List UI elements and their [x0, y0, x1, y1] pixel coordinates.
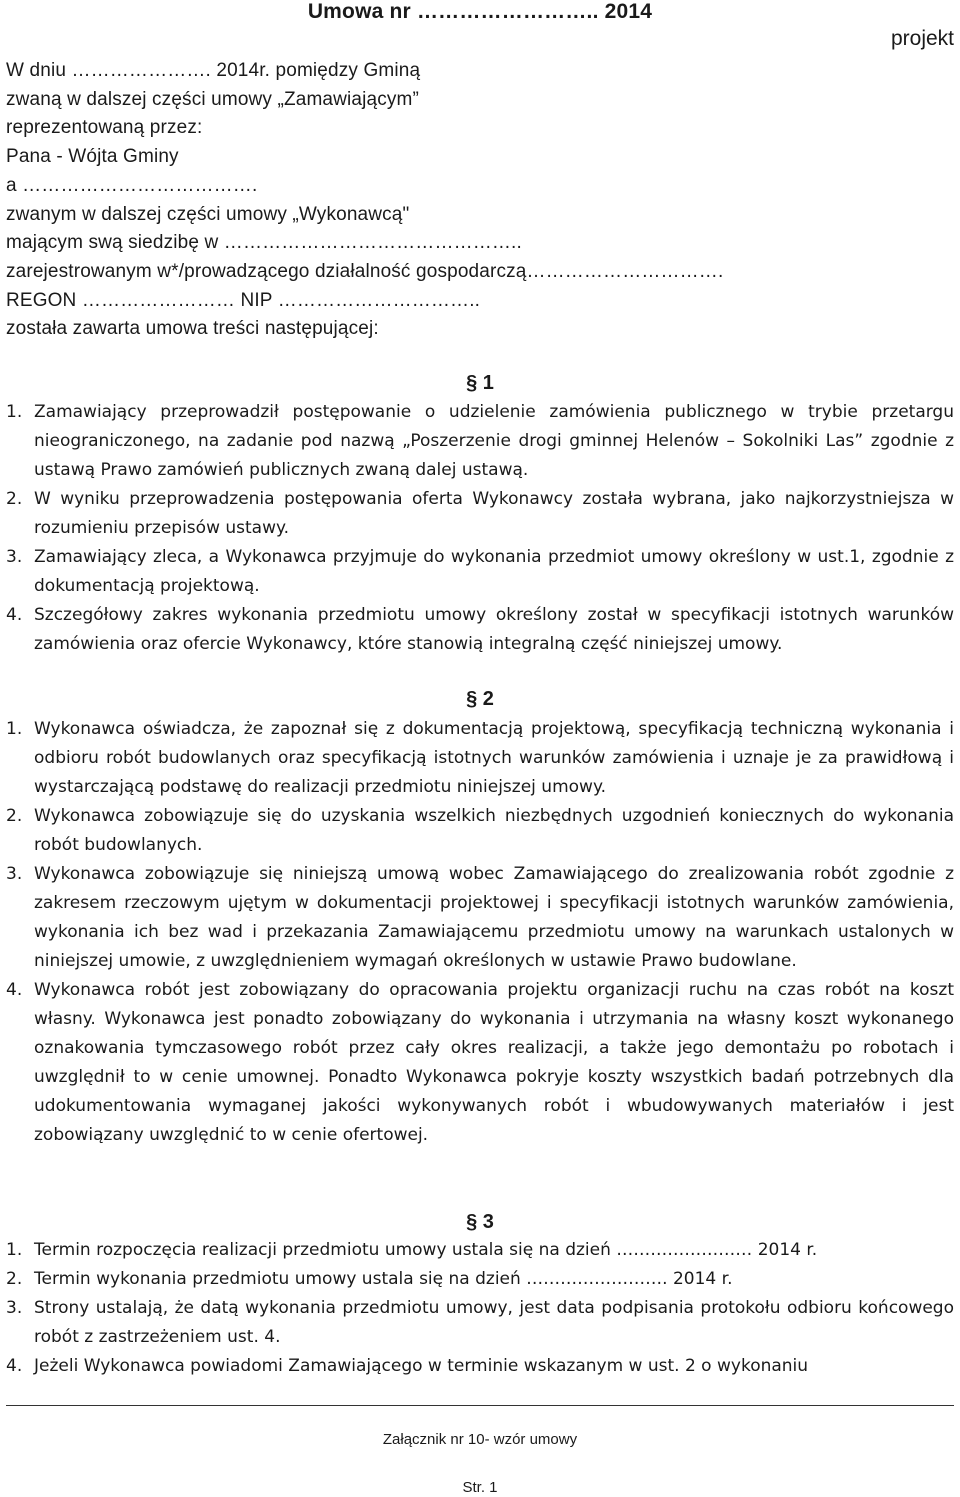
clause-number: 2. — [6, 1269, 23, 1289]
clause-text: Termin rozpoczęcia realizacji przedmiotu umowy ustala się na dzień …………………… 2014 r. — [34, 1240, 818, 1260]
clause-number: 2. — [6, 806, 23, 826]
clause — [6, 1265, 954, 1294]
clause — [6, 715, 954, 802]
section-3-body — [6, 1236, 954, 1381]
clause-text: W wyniku przeprowadzenia postępowania oferta Wykonawcy została wybrana, jako najkorzystniejsza w rozumieniu przepisów ustawy. — [34, 489, 954, 538]
clause-number: 3. — [6, 547, 23, 567]
attachment-footer: Załącznik nr 10- wzór umowy — [382, 1431, 578, 1448]
clause-text: Wykonawca zobowiązuje się do uzyskania wszelkich niezbędnych uzgodnień koniecznych do wykonania robót budowlanych. — [34, 806, 954, 855]
section-1-body — [6, 398, 954, 659]
header-line: reprezentowaną przez: — [6, 117, 203, 139]
clause-number: 3. — [6, 864, 23, 884]
header-line: Pana - Wójta Gminy — [6, 146, 179, 168]
clause — [6, 976, 954, 1150]
clause-number: 1. — [6, 719, 23, 739]
clause — [6, 802, 954, 860]
clause-number: 2. — [6, 489, 23, 509]
contract-parties-block — [6, 57, 954, 344]
clause — [6, 543, 954, 601]
section-1-heading: § 1 — [466, 372, 494, 394]
clause-text: Jeżeli Wykonawca powiadomi Zamawiającego w terminie wskazanym w ust. 2 o wykonaniu — [34, 1356, 809, 1376]
clause-text: Zamawiający przeprowadził postępowanie o udzielenie zamówienia publicznego w trybie przetargu nieograniczonego, na zadanie pod nazwą „Poszerzenie drogi gminnej Helenów – Sokolniki Las” zgodnie z ustawą Prawo zamówień publicznych zwaną dalej ustawą. — [34, 402, 954, 480]
header-line: została zawarta umowa treści następującej: — [6, 318, 379, 340]
contract-title: Umowa nr …………………….. 2014 — [307, 0, 653, 23]
clause-text: Zamawiający zleca, a Wykonawca przyjmuje do wykonania przedmiot umowy określony w ust.1, zgodnie z dokumentacją projektową. — [34, 547, 954, 596]
clause-number: 4. — [6, 605, 23, 625]
clause — [6, 1236, 954, 1265]
header-line: zarejestrowanym w*/prowadzącego działalność gospodarczą…………………………. — [6, 260, 724, 282]
section-2-heading: § 2 — [466, 688, 494, 710]
clause-number: 4. — [6, 1356, 23, 1376]
clause — [6, 1294, 954, 1352]
clause-text: Strony ustalają, że datą wykonania przedmiotu umowy, jest data podpisania protokołu odbioru końcowego robót z zastrzeżeniem ust. 4. — [34, 1298, 954, 1347]
clause — [6, 1352, 954, 1381]
clause-number: 1. — [6, 1240, 23, 1260]
clause-number: 4. — [6, 980, 23, 1000]
clause — [6, 398, 954, 485]
section-3-heading: § 3 — [466, 1211, 494, 1233]
clause — [6, 601, 954, 659]
clause-text: Wykonawca zobowiązuje się niniejszą umową wobec Zamawiającego do zrealizowania robót zgodnie z zakresem rzeczowym ujętym w dokumentacji projektowej i specyfikacji istotnych warunków zamówienia, wykonania ich bez wad i przekazania Zamawiającemu przedmiotu umowy na warunkach ustalonych w niniejszej umowie, z uwzględnieniem wymagań określonych w ustawie Prawo budowlane. — [34, 864, 954, 971]
footer-divider — [6, 1405, 954, 1406]
clause-text: Wykonawca robót jest zobowiązany do opracowania projektu organizacji ruchu na czas robót na koszt własny. Wykonawca jest ponadto zobowiązany do wykonania i utrzymania na własny koszt wykonanego oznakowania tymczasowego robót przez cały okres realizacji, a także jego demontażu po robotach i uwzględnił to w cenie umownej. Ponadto Wykonawca pokryje koszty wszystkich badań potrzebnych dla udokumentowania wymaganej jakości wykonywanych robót i wbudowywanych materiałów i jest zobowiązany uwzględnić to w cenie ofertowej. — [34, 980, 954, 1145]
draft-label: projekt — [890, 27, 954, 50]
header-line: a ………………………………. — [6, 174, 258, 196]
header-line: REGON …………………… NIP ………………………….. — [6, 289, 481, 311]
header-line: zwaną w dalszej części umowy „Zamawiającym” — [6, 88, 419, 110]
clause-number: 3. — [6, 1298, 23, 1318]
section-2-body — [6, 715, 954, 1150]
header-line: W dniu …………………. 2014r. pomiędzy Gminą — [6, 60, 421, 81]
clause-text: Termin wykonania przedmiotu umowy ustala się na dzień ……………………. 2014 r. — [34, 1269, 733, 1289]
clause-text: Szczegółowy zakres wykonania przedmiotu umowy określony został w specyfikacji istotnych warunków zamówienia oraz ofercie Wykonawcy, które stanowią integralną część niniejszej umowy. — [34, 605, 954, 654]
clause-number: 1. — [6, 402, 23, 422]
page-number: Str. 1 — [462, 1479, 498, 1496]
header-line: zwanym w dalszej części umowy „Wykonawcą" — [6, 203, 410, 225]
clause — [6, 860, 954, 976]
clause-text: Wykonawca oświadcza, że zapoznał się z dokumentacją projektową, specyfikacją techniczną wykonania i odbioru robót budowlanych oraz specyfikacją istotnych warunków zamówienia i uznaje je za prawidłową i wystarczającą podstawę do realizacji przedmiotu niniejszej umowy. — [34, 719, 954, 797]
header-line: mającym swą siedzibę w ……………………………………….. — [6, 232, 522, 254]
clause — [6, 485, 954, 543]
